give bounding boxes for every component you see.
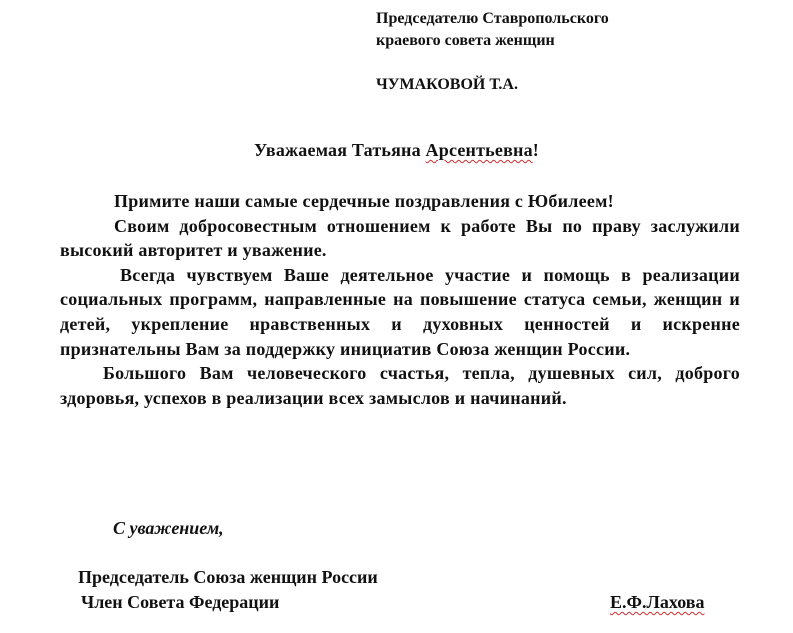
body-paragraph-wishes: Большого Вам человеческого счастья, тепла, душевных сил, доброго здоровья, успехов в реализации всех замыслов и начинаний. [60,363,740,408]
greeting-patronymic: Арсентьевна [425,140,533,160]
addressee-name: ЧУМАКОВОЙ Т.А. [376,76,518,93]
addressee-line-1: Председателю Ставропольского [376,10,609,27]
letter-body [60,189,740,410]
body-paragraph-participation: Всегда чувствуем Ваше деятельное участие и помощь в реализации социальных программ, направленные на повышение статуса семьи, женщин и детей, укрепление нравственных и духовных ценностей и искренне признательны Вам за поддержку инициатив Союза женщин России. [60,264,740,359]
closing-regards: С уважением, [113,518,224,538]
addressee-block [376,8,609,96]
greeting-prefix: Уважаемая Татьяна [254,140,426,160]
signer-name: Е.Ф.Лахова [610,592,705,612]
addressee-line-2: краевого совета женщин [376,32,555,49]
greeting [0,140,793,161]
signer-title-2: Член Совета Федерации [81,592,280,612]
greeting-suffix: ! [532,140,539,160]
body-paragraph-congratulations: Примите наши самые сердечные поздравления с Юбилеем! [114,191,614,211]
signer-title-1: Председатель Союза женщин России [78,567,378,587]
body-paragraph-authority: Своим добросовестным отношением к работе Вы по праву заслужили высокий авторитет и уважение. [60,215,740,261]
